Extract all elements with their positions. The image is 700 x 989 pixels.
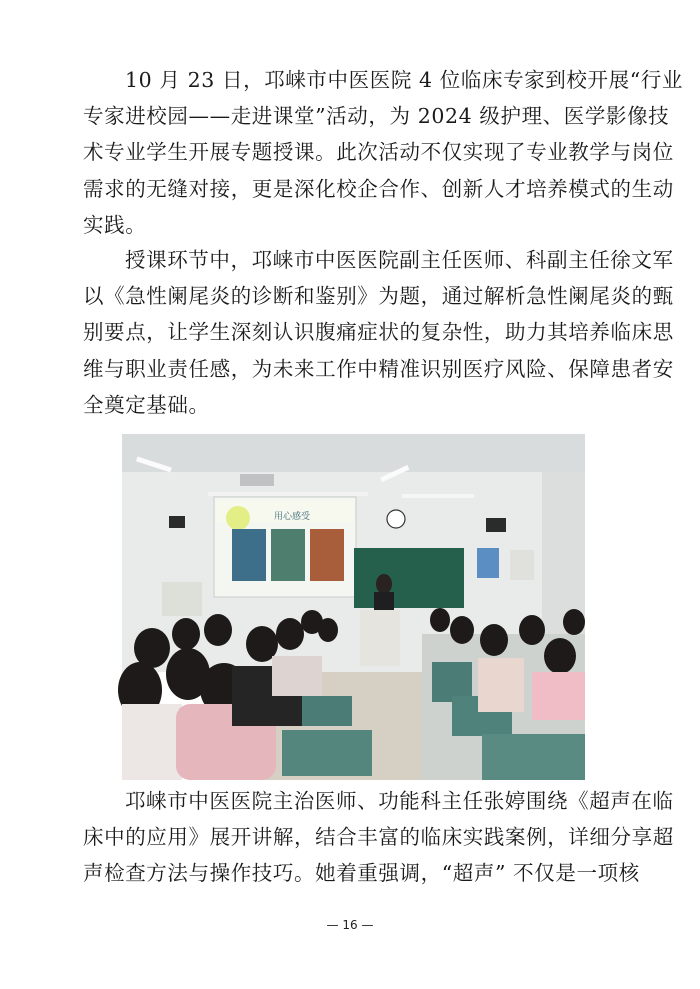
text-line: 全奠定基础。 bbox=[83, 392, 210, 417]
paragraph-lecture-ultrasound bbox=[83, 783, 674, 892]
paragraph-lecture-appendicitis bbox=[83, 242, 674, 423]
text-line: 授课环节中，邛崃市中医医院副主任医师、科副主任徐文军 bbox=[125, 248, 674, 272]
text-line: 邛崃市中医医院主治医师、功能科主任张婷围绕《超声在临 bbox=[125, 789, 674, 813]
text-line: 需求的无缝对接，更是深化校企合作、创新人才培养模式的生动 bbox=[83, 176, 674, 201]
text-line: 实践。 bbox=[83, 212, 147, 237]
classroom-lecture-photo bbox=[122, 434, 585, 780]
text-line: 术专业学生开展专题授课。此次活动不仅实现了专业教学与岗位 bbox=[83, 140, 674, 165]
text-line: 10 月 23 日，邛崃市中医医院 4 位临床专家到校开展“行业 bbox=[125, 68, 683, 92]
page-number: — 16 — bbox=[326, 918, 374, 932]
text-line: 床中的应用》展开讲解，结合丰富的临床实践案例，详细分享超 bbox=[83, 825, 674, 850]
text-line: 以《急性阑尾炎的诊断和鉴别》为题，通过解析急性阑尾炎的甄 bbox=[83, 284, 674, 309]
text-line: 专家进校园——走进课堂”活动，为 2024 级护理、医学影像技 bbox=[83, 104, 670, 129]
text-line: 声检查方法与操作技巧。她着重强调，“超声” 不仅是一项核 bbox=[83, 861, 640, 886]
slide-title: 用心感受 bbox=[274, 512, 311, 522]
text-line: 维与职业责任感，为未来工作中精准识别医疗风险、保障患者安 bbox=[83, 356, 674, 381]
text-line: 别要点，让学生深刻认识腹痛症状的复杂性，助力其培养临床思 bbox=[83, 320, 674, 345]
paragraph-activity-intro bbox=[83, 62, 683, 243]
